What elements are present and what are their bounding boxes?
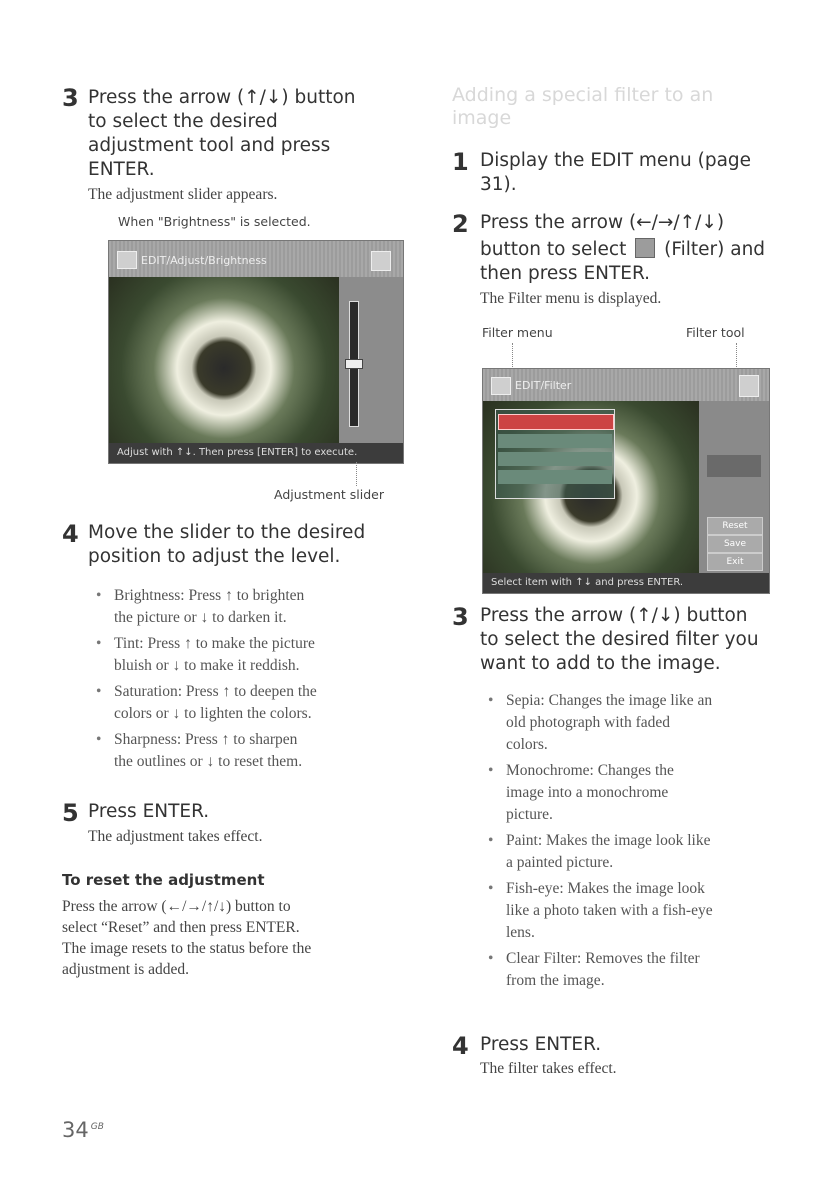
step-heading: Move the slider to the desired position to adjust the level. xyxy=(88,522,366,567)
step-number: 4 xyxy=(452,1032,469,1060)
list-item: • Saturation: Press ↑ to deepen the colors or ↓ to lighten the colors. xyxy=(88,681,408,725)
filter-menu-item[interactable] xyxy=(498,434,612,448)
step-description: The adjustment takes effect. xyxy=(88,828,263,845)
step-number: 1 xyxy=(452,148,469,176)
list-item: • Tint: Press ↑ to make the picture bluish or ↓ to make it reddish. xyxy=(88,633,408,677)
region-code: GB xyxy=(90,1122,104,1132)
step-heading: Press the arrow (↑/↓) button to select the desired adjustment tool and press ENTER. xyxy=(88,87,356,180)
filter-menu-item[interactable] xyxy=(498,452,612,466)
filter-icon xyxy=(635,238,655,258)
reset-title: To reset the adjustment xyxy=(62,871,265,889)
edit-icon xyxy=(491,377,511,395)
filter-menu-label: Filter menu xyxy=(482,325,553,340)
list-item: • Clear Filter: Removes the filter from the image. xyxy=(480,948,800,992)
step-number: 5 xyxy=(62,799,79,827)
leader-line xyxy=(512,343,513,369)
step-number: 3 xyxy=(452,603,469,631)
leader-line xyxy=(356,462,357,486)
tool-icons[interactable] xyxy=(707,455,761,477)
step-number: 3 xyxy=(62,84,79,112)
adjustment-bullets xyxy=(88,585,408,777)
step-heading: Press the arrow (←/→/↑/↓) button to select (Filter) and then press ENTER. xyxy=(480,212,766,284)
filter-tool-label: Filter tool xyxy=(686,325,745,340)
filter-tool-icon xyxy=(739,375,759,397)
list-item: • Fish-eye: Makes the image look like a photo taken with a fish-eye lens. xyxy=(480,878,800,944)
step-number: 4 xyxy=(62,520,79,548)
step-number: 2 xyxy=(452,210,469,238)
sunflower-photo xyxy=(109,277,339,443)
slider-label: Adjustment slider xyxy=(274,487,384,502)
step-heading: Display the EDIT menu (page 31). xyxy=(480,150,752,195)
screen-title: EDIT/Filter xyxy=(515,379,572,392)
step-heading: Press the arrow (↑/↓) button to select the desired filter you want to add to the image. xyxy=(480,605,759,674)
filter-menu-item[interactable] xyxy=(498,414,614,430)
step-description: The Filter menu is displayed. xyxy=(480,290,662,307)
reset-button[interactable]: Reset xyxy=(707,517,763,535)
page-number: 34 $^{GB}$ xyxy=(62,1118,104,1142)
reset-description: Press the arrow (←/→/↑/↓) button to select “Reset” and then press ENTER. The image resets to the status before the adjustment is added. xyxy=(62,898,312,978)
figure-caption: When "Brightness" is selected. xyxy=(118,214,311,229)
step-heading: Press ENTER. xyxy=(480,1034,602,1055)
step-description: The adjustment slider appears. xyxy=(88,186,278,203)
step-heading: Press ENTER. xyxy=(88,801,210,822)
filter-screenshot xyxy=(482,368,770,594)
adjustment-slider-thumb[interactable] xyxy=(345,359,363,369)
leader-line xyxy=(736,343,737,369)
list-item: • Sharpness: Press ↑ to sharpen the outlines or ↓ to reset them. xyxy=(88,729,408,773)
filter-menu[interactable] xyxy=(495,409,615,499)
list-item: • Paint: Makes the image look like a painted picture. xyxy=(480,830,800,874)
filter-bullets xyxy=(480,690,800,996)
edit-icon xyxy=(117,251,137,269)
screen-statusbar: Select item with ↑↓ and press ENTER. xyxy=(483,573,769,593)
list-item: • Brightness: Press ↑ to brighten the picture or ↓ to darken it. xyxy=(88,585,408,629)
list-item: • Monochrome: Changes the image into a monochrome picture. xyxy=(480,760,800,826)
list-item: • Sepia: Changes the image like an old photograph with faded colors. xyxy=(480,690,800,756)
screen-title: EDIT/Adjust/Brightness xyxy=(141,254,267,267)
exit-button[interactable]: Exit xyxy=(707,553,763,571)
save-button[interactable]: Save xyxy=(707,535,763,553)
step-description: The filter takes effect. xyxy=(480,1060,617,1077)
screen-statusbar: Adjust with ↑↓. Then press [ENTER] to execute. xyxy=(109,443,403,463)
filter-menu-item[interactable] xyxy=(498,470,612,484)
brightness-screenshot xyxy=(108,240,404,464)
adjust-tool-icon xyxy=(371,251,391,271)
section-title: Adding a special filter to an image xyxy=(452,84,714,129)
